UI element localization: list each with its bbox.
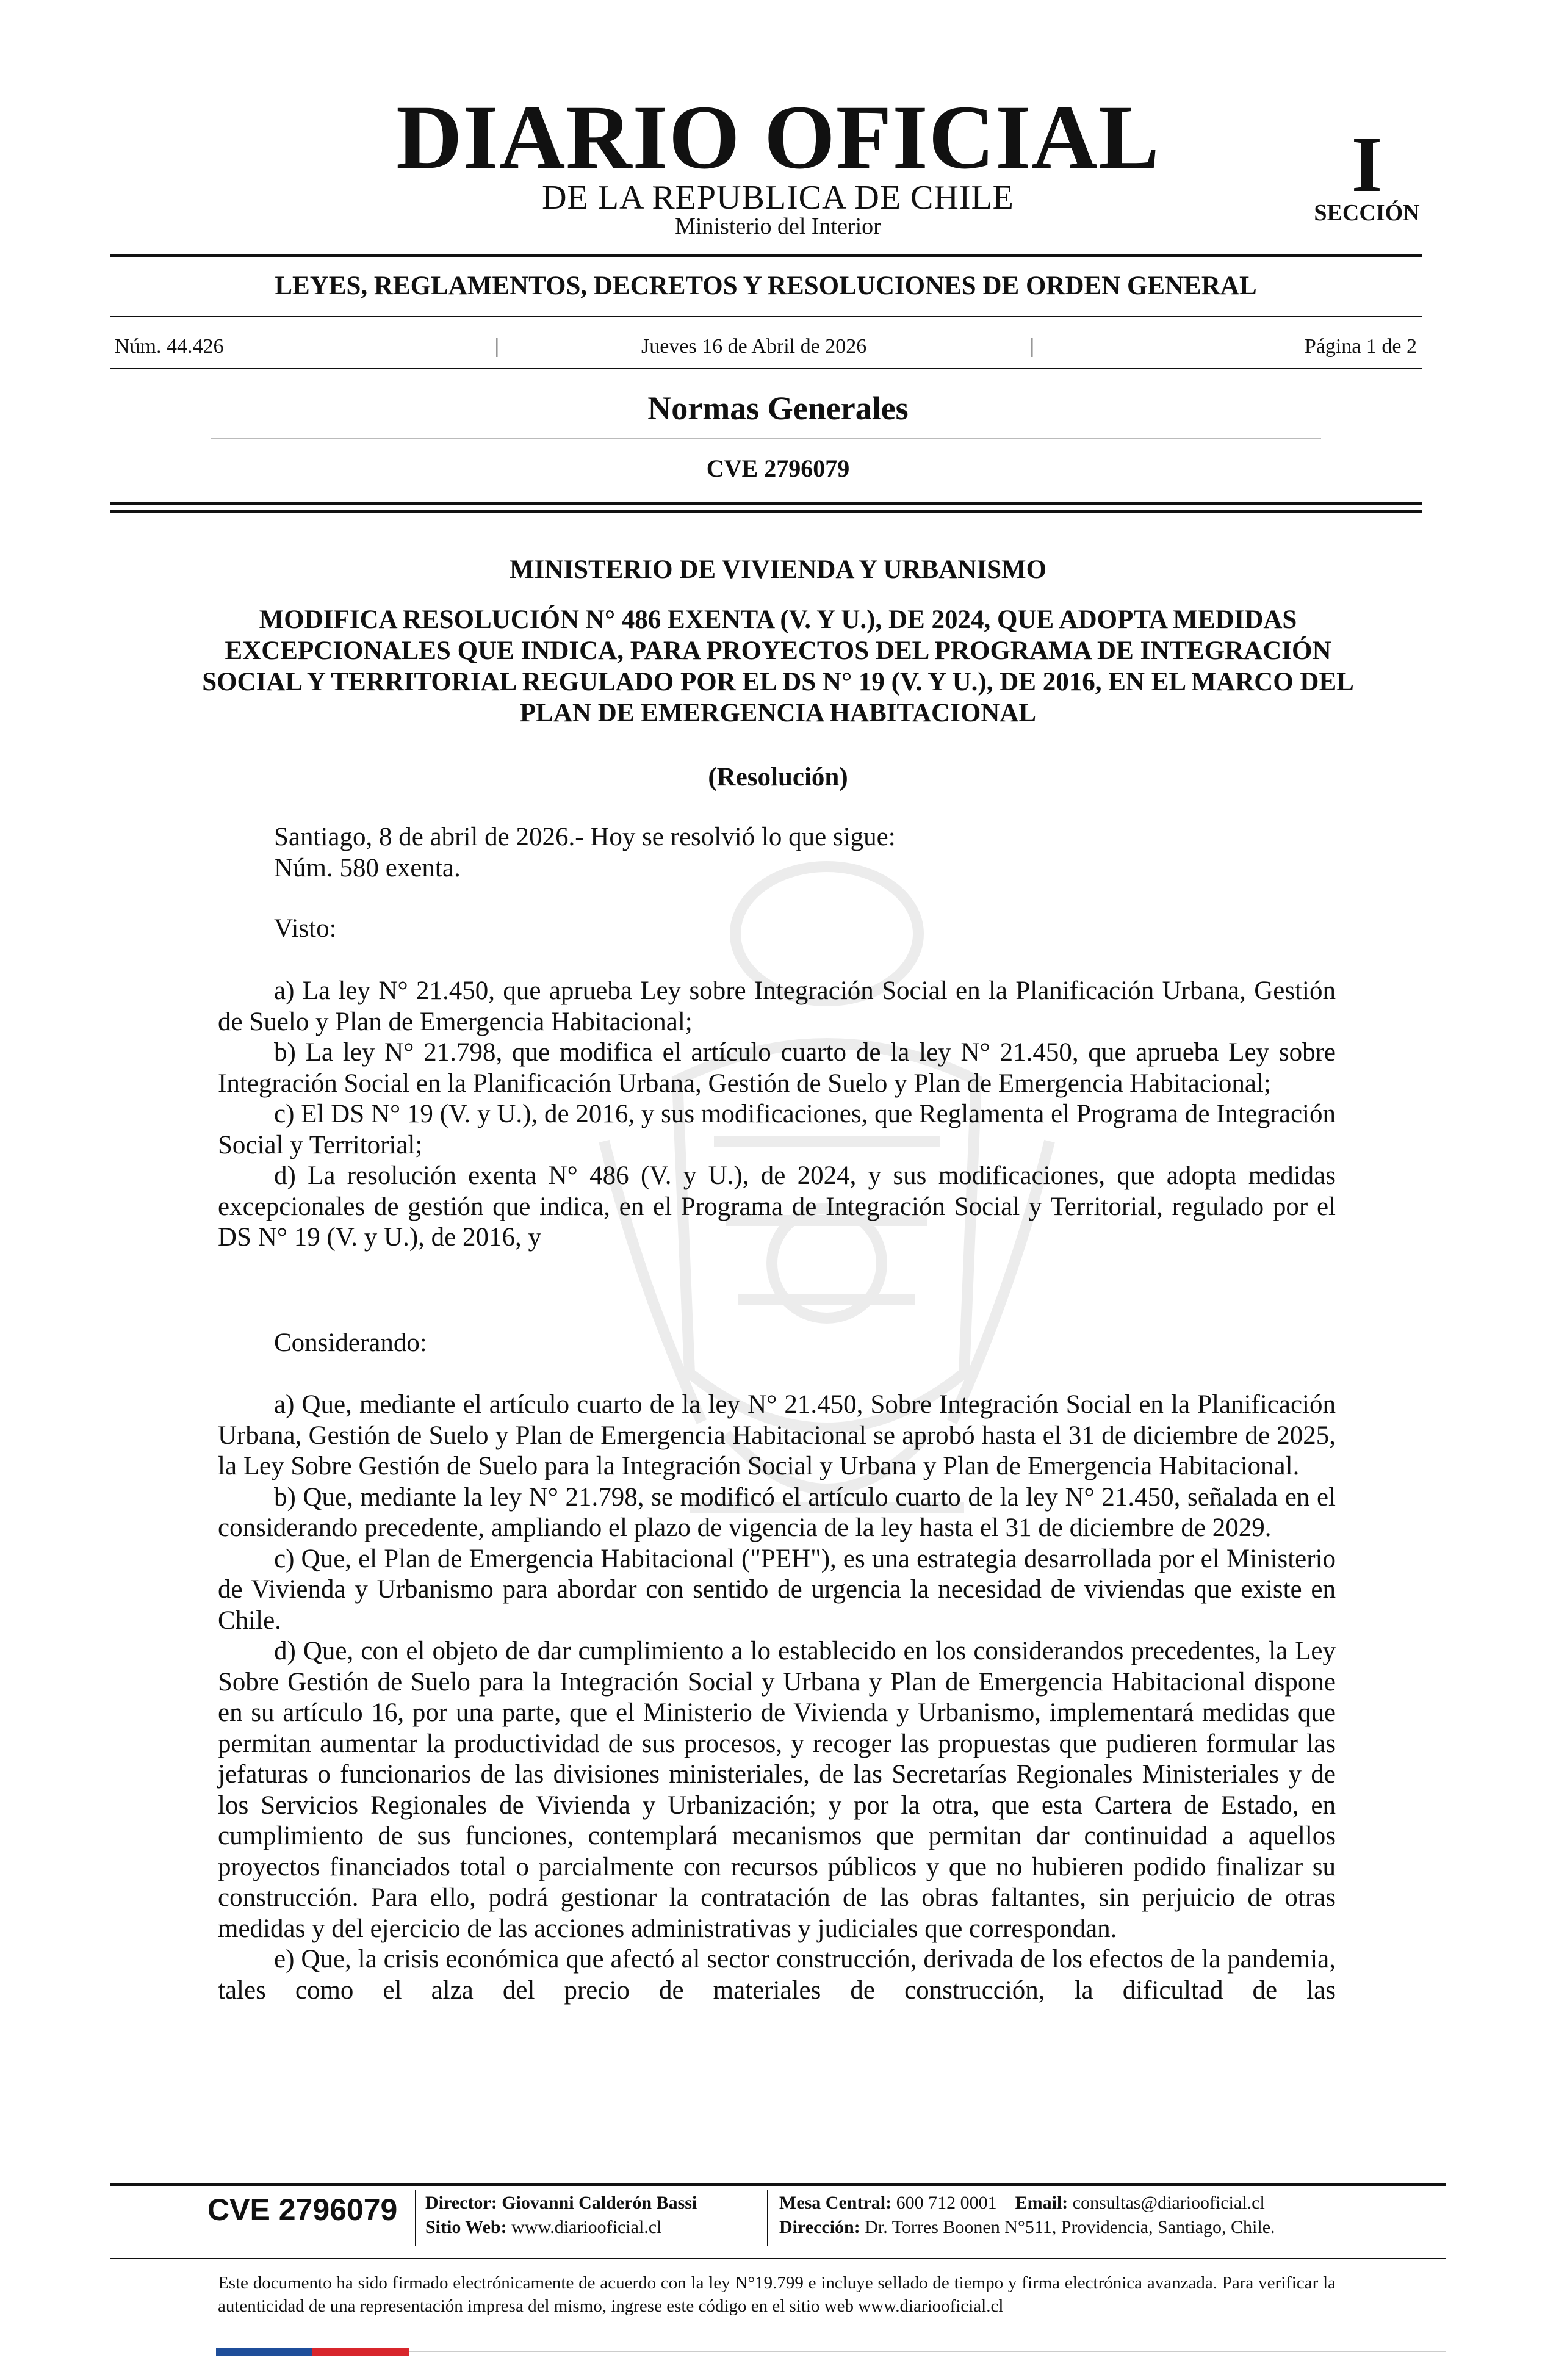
address-text: Dr. Torres Boonen N°511, Providencia, Santiago, Chile. <box>865 2217 1275 2237</box>
website-link[interactable]: www.diariooficial.cl <box>511 2217 662 2237</box>
issue-date: Jueves 16 de Abril de 2026 <box>641 335 867 358</box>
ministry-heading: MINISTERIO DE VIVIENDA Y URBANISMO <box>509 555 1047 584</box>
considerando-list <box>218 1390 1336 2006</box>
footer-director-block <box>425 2191 697 2240</box>
info-separator: | <box>495 335 499 358</box>
masthead-title: DIARIO OFICIAL <box>396 87 1160 188</box>
phone-label: Mesa Central: <box>779 2193 892 2213</box>
footer-cve: CVE 2796079 <box>207 2193 398 2227</box>
director-label: Director: <box>425 2193 497 2213</box>
issue-number: Núm. 44.426 <box>115 335 224 358</box>
list-item: c) El DS N° 19 (V. y U.), de 2016, y sus modificaciones, que Reglamenta el Programa de Integración Social y Territorial; <box>218 1100 1336 1159</box>
footer-separator <box>415 2190 416 2246</box>
cve-code: CVE 2796079 <box>706 455 850 482</box>
info-rule-bottom <box>110 368 1422 369</box>
document-title: MODIFICA RESOLUCIÓN N° 486 EXENTA (V. Y U.), DE 2024, QUE ADOPTA MEDIDAS EXCEPCIONALES QUE INDICA, PARA PROYECTOS DEL PROGRAMA DE INTEGRACIÓN SOCIAL Y TERRITORIAL REGULADO POR EL DS N° 19 (V. Y U.), DE 2016, EN EL MARCO DEL PLAN DE EMERGENCIA HABITACIONAL <box>202 605 1354 727</box>
page-indicator: Página 1 de 2 <box>1304 335 1417 358</box>
masthead-subtitle: DE LA REPUBLICA DE CHILE <box>542 179 1014 217</box>
phone-number: 600 712 0001 <box>896 2193 997 2213</box>
visto-heading: Visto: <box>274 914 337 943</box>
resolution-number: Núm. 580 exenta. <box>274 854 461 882</box>
dateline: Santiago, 8 de abril de 2026.- Hoy se resolvió lo que sigue: <box>274 823 896 851</box>
footer-separator <box>767 2190 768 2246</box>
list-item: d) Que, con el objeto de dar cumplimiento a lo establecido en los considerandos precedentes, la Ley Sobre Gestión de Suelo para la Integración Social y Urbana y Plan de Emergencia Habitacional dispone en su artículo 16, por una parte, que el Ministerio de Vivienda y Urbanismo, implementará medidas que permitan aumentar la productividad de sus procesos, y recoger las propuestas que pudieren formular las jefaturas o funcionarios de las divisiones ministeriales, de las Secretarías Regionales Ministeriales y de los Servicios Regionales de Vivienda y Urbanización; y por la otra, que esta Cartera de Estado, en cumplimiento de sus funciones, contemplará mecanismos que permitan dar continuidad a aquellos proyectos financiados total o parcialmente con recursos públicos y que no hubieren podido finalizar su construcción. Para ello, podrá gestionar la contratación de las obras faltantes, sin perjuicio de otras medidas y del ejercicio de las acciones administrativas y judiciales que correspondan. <box>218 1637 1336 1943</box>
section-heading: LEYES, REGLAMENTOS, DECRETOS Y RESOLUCIONES DE ORDEN GENERAL <box>275 272 1257 300</box>
double-rule-top <box>110 502 1422 505</box>
section-number: I <box>1351 121 1383 209</box>
list-item: e) Que, la crisis económica que afectó al sector construcción, derivada de los efectos de la pandemia, tales como el alza del precio de materiales de construcción, la dificultad de las <box>218 1945 1336 2005</box>
footer-note-rule <box>110 2258 1446 2259</box>
visto-list <box>218 976 1336 1253</box>
list-item: a) La ley N° 21.450, que aprueba Ley sobre Integración Social en la Planificación Urbana, Gestión de Suelo y Plan de Emergencia Habitacional; <box>218 976 1336 1036</box>
director-name: Giovanni Calderón Bassi <box>502 2193 697 2213</box>
flag-strip-blue <box>216 2348 312 2356</box>
category-heading: Normas Generales <box>647 390 909 427</box>
info-separator: | <box>1030 335 1034 358</box>
flag-strip-red <box>312 2348 409 2356</box>
double-rule-bottom <box>110 510 1422 513</box>
footer-rule <box>110 2183 1446 2186</box>
list-item: b) Que, mediante la ley N° 21.798, se modificó el artículo cuarto de la ley N° 21.450, señalada en el considerando precedente, ampliando el plazo de vigencia de la ley hasta el 31 de diciembre de 2029. <box>218 1482 1336 1542</box>
info-rule-top <box>110 316 1422 317</box>
footer-note: Este documento ha sido firmado electrónicamente de acuerdo con la ley N°19.799 e incluye sellado de tiempo y firma electrónica avanzada. Para verificar la autenticidad de una representación impresa del mismo, ingrese este código en el sitio web www.diariooficial.cl <box>218 2273 1336 2316</box>
list-item: a) Que, mediante el artículo cuarto de la ley N° 21.450, Sobre Integración Social en la Planificación Urbana, Gestión de Suelo y Plan de Emergencia Habitacional se aprobó hasta el 31 de diciembre de 2025, la Ley Sobre Gestión de Suelo para la Integración Social y Urbana y Plan de Emergencia Habitacional. <box>218 1390 1336 1480</box>
document-type: (Resolución) <box>708 763 848 792</box>
masthead-ministry: Ministerio del Interior <box>675 214 881 239</box>
list-item: d) La resolución exenta N° 486 (V. y U.), de 2024, y sus modificaciones, que adopta medidas excepcionales de gestión que indica, en el Programa de Integración Social y Territorial, regulado por el DS N° 19 (V. y U.), de 2016, y <box>218 1161 1336 1252</box>
email-link[interactable]: consultas@diariooficial.cl <box>1072 2193 1265 2213</box>
category-divider <box>211 438 1321 439</box>
website-label: Sitio Web: <box>425 2217 507 2237</box>
list-item: b) La ley N° 21.798, que modifica el artículo cuarto de la ley N° 21.450, que aprueba Ley sobre Integración Social en la Planificación Urbana, Gestión de Suelo y Plan de Emergencia Habitacional; <box>218 1038 1336 1098</box>
list-item: c) Que, el Plan de Emergencia Habitacional ("PEH"), es una estrategia desarrollada por el Ministerio de Vivienda y Urbanismo para abordar con sentido de urgencia la necesidad de viviendas que existe en Chile. <box>218 1544 1336 1635</box>
address-label: Dirección: <box>779 2217 860 2237</box>
footer-contact-block <box>779 2191 1275 2240</box>
email-label: Email: <box>1015 2193 1068 2213</box>
considerando-heading: Considerando: <box>274 1329 427 1357</box>
header-rule <box>110 254 1422 257</box>
section-label: SECCIÓN <box>1314 200 1420 226</box>
